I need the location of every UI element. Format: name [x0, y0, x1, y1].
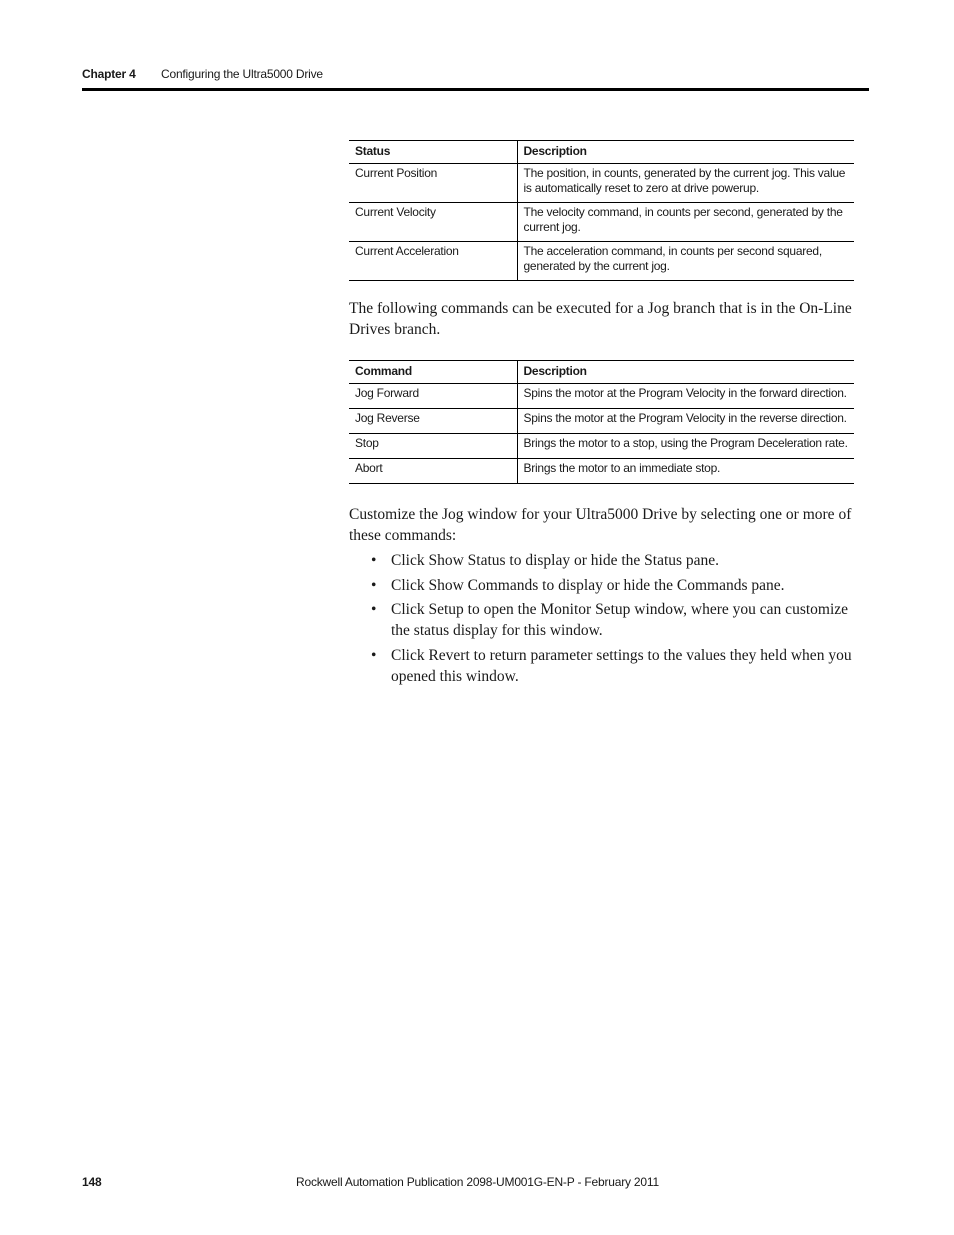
list-item-text: Click Revert to return parameter settings to the values they held when you opened this window. — [391, 646, 852, 685]
command-name: Jog Forward — [349, 384, 517, 409]
bullet-icon: • — [371, 576, 377, 594]
list-item — [349, 550, 869, 571]
chapter-title: Configuring the Ultra5000 Drive — [161, 67, 323, 81]
list-item — [349, 599, 869, 641]
list-item-text: Click Setup to open the Monitor Setup window, where you can customize the status display for this window. — [391, 601, 849, 639]
header-rule — [82, 88, 869, 91]
table-row — [349, 434, 854, 459]
table-header-row — [349, 361, 854, 384]
command-table — [349, 360, 854, 484]
command-name: Abort — [349, 459, 517, 484]
page-header — [82, 66, 869, 92]
bullet-icon: • — [371, 601, 377, 618]
status-table — [349, 140, 854, 281]
column-header-description: Description — [517, 361, 854, 384]
command-name: Jog Reverse — [349, 409, 517, 434]
list-item-text: Click Show Commands to display or hide the Commands pane. — [391, 576, 785, 594]
table-header-row — [349, 141, 854, 164]
list-item — [349, 645, 869, 687]
customize-paragraph: Customize the Jog window for your Ultra5000 Drive by selecting one or more of these commands: — [349, 506, 852, 544]
command-description: Spins the motor at the Program Velocity in the reverse direction. — [517, 409, 854, 434]
chapter-label: Chapter 4 — [82, 67, 136, 81]
table-row — [349, 203, 854, 242]
table-row — [349, 459, 854, 484]
publication-info: Rockwell Automation Publication 2098-UM001G-EN-P - February 2011 — [296, 1175, 659, 1189]
command-bullet-list — [349, 550, 869, 690]
column-header-status: Status — [349, 141, 517, 164]
command-description: Brings the motor to a stop, using the Program Deceleration rate. — [517, 434, 854, 459]
column-header-command: Command — [349, 361, 517, 384]
table-row — [349, 409, 854, 434]
list-item — [349, 575, 869, 596]
status-name: Current Acceleration — [349, 242, 517, 281]
table-row — [349, 384, 854, 409]
status-description: The acceleration command, in counts per second squared, generated by the current jog. — [517, 242, 854, 281]
status-description: The position, in counts, generated by the current jog. This value is automatically reset to zero at drive powerup. — [517, 164, 854, 203]
list-item-text: Click Show Status to display or hide the Status pane. — [391, 552, 720, 569]
column-header-description: Description — [517, 141, 854, 164]
bullet-icon: • — [371, 552, 377, 569]
table-row — [349, 164, 854, 203]
status-name: Current Position — [349, 164, 517, 203]
status-name: Current Velocity — [349, 203, 517, 242]
command-name: Stop — [349, 434, 517, 459]
command-description: Spins the motor at the Program Velocity in the forward direction. — [517, 384, 854, 409]
table-row — [349, 242, 854, 281]
status-description: The velocity command, in counts per second, generated by the current jog. — [517, 203, 854, 242]
intro-paragraph: The following commands can be executed for a Jog branch that is in the On-Line Drives branch. — [349, 300, 852, 338]
command-description: Brings the motor to an immediate stop. — [517, 459, 854, 484]
page-number: 148 — [82, 1175, 102, 1189]
bullet-icon: • — [371, 646, 377, 664]
